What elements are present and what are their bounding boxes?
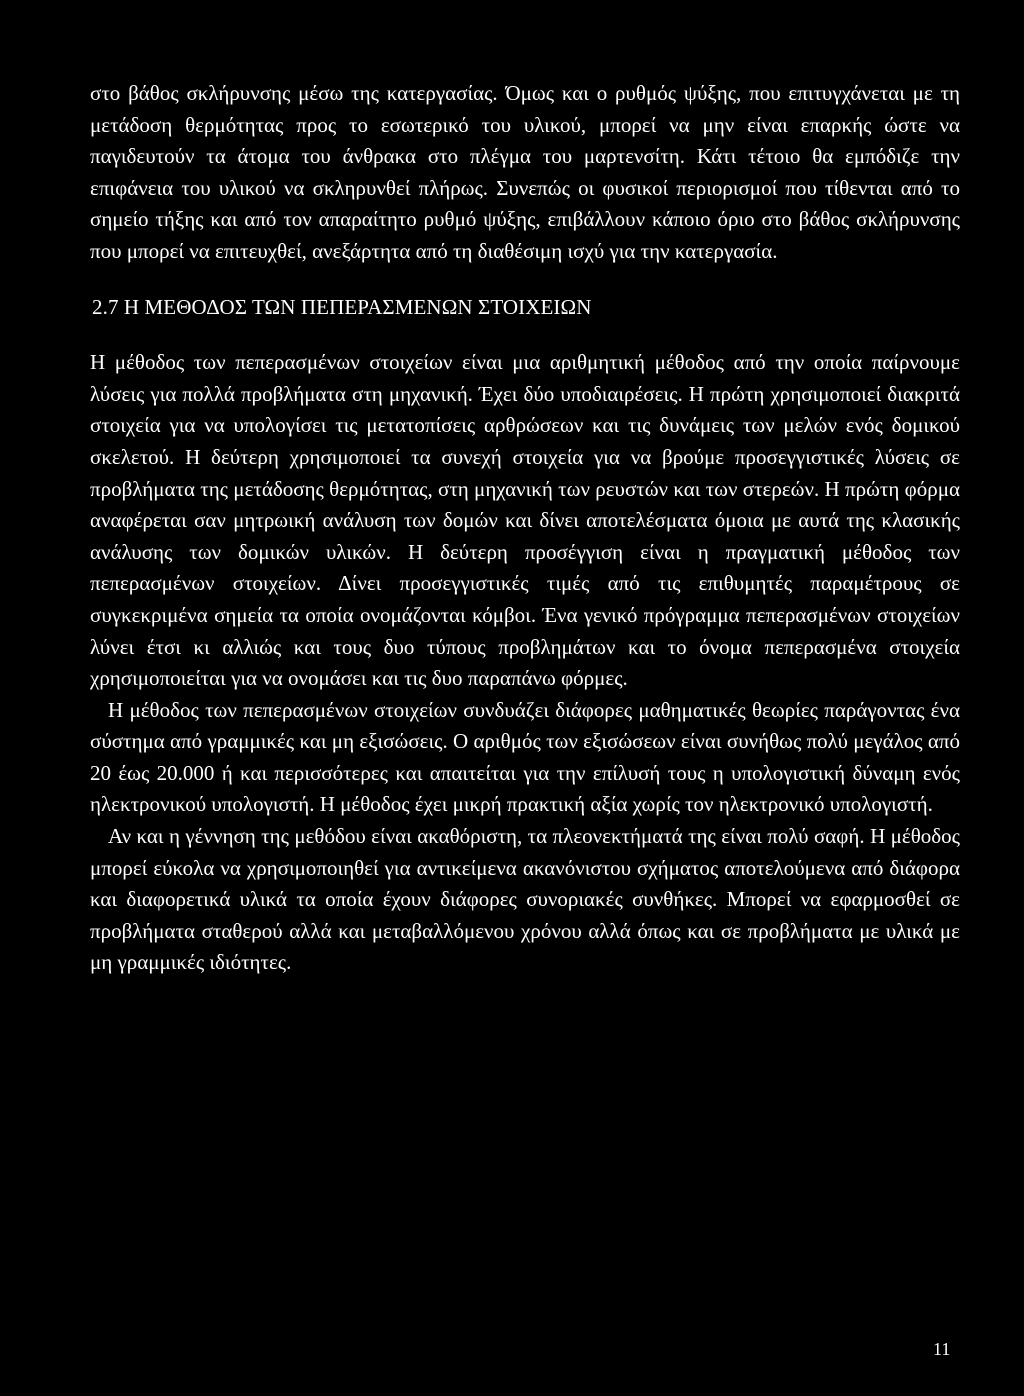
section-paragraph-3: Αν και η γέννηση της μεθόδου είναι ακαθόριστη, τα πλεονεκτήματά της είναι πολύ σαφή. Η μέθοδος μπορεί εύκολα να χρησιμοποιηθεί για αντικείμενα ακανόνιστου σχήματος αποτελούμενα από διάφορα και διαφορετικά υλικά τα οποία έχουν διάφορες συνοριακές συνθήκες. Μπορεί να εφαρμοσθεί σε προβλήματα σταθερού αλλά και μεταβαλλόμενου χρόνου αλλά όπως και σε προβλήματα με υλικά με μη γραμμικές ιδιότητες. — [90, 824, 960, 975]
section-paragraph-1: Η μέθοδος των πεπερασμένων στοιχείων είναι μια αριθμητική μέθοδος από την οποία παίρνουμε λύσεις για πολλά προβλήματα στη μηχανική. Έχει δύο υποδιαιρέσεις. Η πρώτη χρησιμοποιεί διακριτά στοιχεία για να υπολογίσει τις μετατοπίσεις αρθρώσεων και τις δυνάμεις των μελών ενός δομικού σκελετού. Η δεύτερη χρησιμοποιεί τα συνεχή στοιχεία για να βρούμε προσεγγιστικές λύσεις σε προβλήματα της μετάδοσης θερμότητας, στη μηχανική των ρευστών και των στερεών. Η πρώτη φόρμα αναφέρεται σαν μητρωική ανάλυση των δομών και δίνει αποτελέσματα όμοια με αυτά της κλασικής ανάλυσης των δομικών υλικών. Η δεύτερη προσέγγιση είναι η πραγματική μέθοδος των πεπερασμένων στοιχείων. Δίνει προσεγγιστικές τιμές από τις επιθυμητές παραμέτρους σε συγκεκριμένα σημεία τα οποία ονομάζονται κόμβοι. Ένα γενικό πρόγραμμα πεπερασμένων στοιχείων λύνει έτσι κι αλλιώς και τους δυο τύπους προβλημάτων και το όνομα πεπερασμένα στοιχεία χρησιμοποιείται για να ονομάσει και τις δυο παραπάνω φόρμες. — [90, 350, 960, 691]
section-heading: 2.7 Η ΜΕΘΟΔΟΣ ΤΩΝ ΠΕΠΕΡΑΣΜΕΝΩΝ ΣΤΟΙΧΕΙΩΝ — [92, 294, 592, 319]
section-body — [90, 347, 960, 979]
document-page — [90, 78, 960, 979]
section-paragraph-2: Η μέθοδος των πεπερασμένων στοιχείων συνδυάζει διάφορες μαθηματικές θεωρίες παράγοντας ένα σύστημα από γραμμικές και μη εξισώσεις. Ο αριθμός των εξισώσεων είναι συνήθως πολύ μεγάλος από 20 έως 20.000 ή και περισσότερες και απαιτείται για την επίλυσή τους η υπολογιστική δύναμη ενός ηλεκτρονικού υπολογιστή. Η μέθοδος έχει μικρή πρακτική αξία χωρίς τον ηλεκτρονικό υπολογιστή. — [90, 697, 960, 817]
paragraph-continuation: στο βάθος σκλήρυνσης μέσω της κατεργασίας. Όμως και ο ρυθμός ψύξης, που επιτυγχάνεται με τη μετάδοση θερμότητας προς το εσωτερικό του υλικού, μπορεί να μην είναι επαρκής ώστε να παγιδευτούν τα άτομα του άνθρακα στο πλέγμα του μαρτενσίτη. Κάτι τέτοιο θα εμπόδιζε την επιφάνεια του υλικού να σκληρυνθεί πλήρως. Συνεπώς οι φυσικοί περιορισμοί που τίθενται από το σημείο τήξης και από τον απαραίτητο ρυθμό ψύξης, επιβάλλουν κάποιο όριο στο βάθος σκλήρυνσης που μπορεί να επιτευχθεί, ανεξάρτητα από τη διαθέσιμη ισχύ για την κατεργασία. — [90, 81, 960, 263]
page-number: 11 — [933, 1339, 951, 1359]
